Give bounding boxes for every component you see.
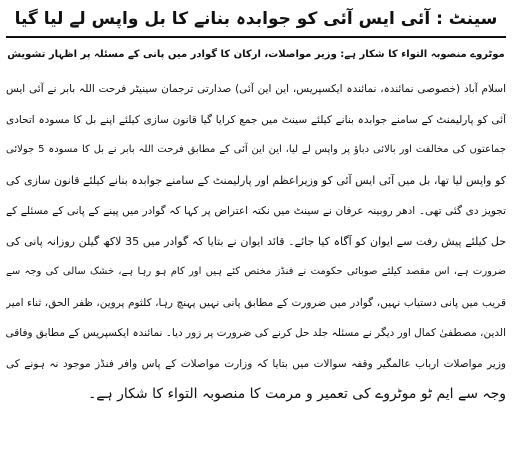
headline: سینٹ : آئی ایس آئی کو جوابدہ بنانے کا بل واپس لے لیا گیا (14, 9, 498, 29)
body-line: الدین، مصطفیٰ کمال اور دیگر نے مسئلہ جلد حل کرنے کی ضرورت پر زور دیا۔ نمائندہ ایکسپریس کے مطابق وفاقی (6, 327, 506, 339)
body-line: اسلام آباد (خصوصی نمائندہ، نمائندہ ایکسپریس، این این آئی) صدارتی ترجمان سینیٹر فرحت اللہ بابر نے آئی ایس (6, 83, 506, 95)
body-line: وجہ سے ایم ٹو موٹروے کی تعمیر و مرمت کا منصوبہ التواء کا شکار ہے۔ (88, 386, 506, 402)
body-line: جماعتوں کی مخالفت اور بالائی دباؤ پر واپس لے لیا، این این آئی کے مطابق فرحت اللہ بابر نے بل کا مسودہ 5 جولائی (6, 144, 506, 155)
body-line: آئی کو پارلیمنٹ کے سامنے جوابدہ بنانے کیلئے سینٹ میں جمع کرایا گیا قانون سازی کیلئے اپنے بل کا مسودہ اتحادی (6, 113, 506, 126)
body-line: قریب میں پانی دستیاب نہیں، گوادر میں ضرورت کے مطابق پانی نہیں پہنچ رہا، کلثوم پروین، ظفر الحق، ثناء امیر (6, 296, 506, 309)
body-line: وزیر مواصلات ارباب عالمگیر وقفہ سوالات میں بتایا کہ وزارت مواصلات کے پاس وافر فنڈز موجود نہ ہونے کی (6, 357, 506, 370)
article-body (6, 74, 506, 410)
subheadline: موٹروے منصوبہ التواء کا شکار ہے: وزیر مواصلات، ارکان کا گوادر میں پانی کے مسئلہ پر اظہار تشویش (7, 49, 505, 60)
body-line: حل کیلئے پیش رفت سے ایوان کو آگاہ کیا جائے۔ قائد ایوان نے بتایا کہ گوادر میں 35 لاکھ گیلن روزانہ پانی کی (6, 234, 506, 248)
body-line: تجویز دی گئی تھی۔ ادھر روبینہ عرفان نے سینٹ میں نکتہ اعتراض پر کہا کہ گوادر میں پینے کے پانی کے مسئلے کے (6, 205, 506, 217)
body-line: کو واپس لیا تھا، بل میں آئی ایس آئی کو وزیراعظم اور پارلیمنٹ کے سامنے جوابدہ بنانے کیلئے قانون سازی کی (6, 173, 506, 187)
headline-divider (6, 36, 506, 38)
body-line: ضرورت ہے، اس مقصد کیلئے صوبائی حکومت نے فنڈز مختص کئے ہیں اور کام ہو رہا ہے، خشک سالی کی وجہ سے (6, 266, 506, 277)
